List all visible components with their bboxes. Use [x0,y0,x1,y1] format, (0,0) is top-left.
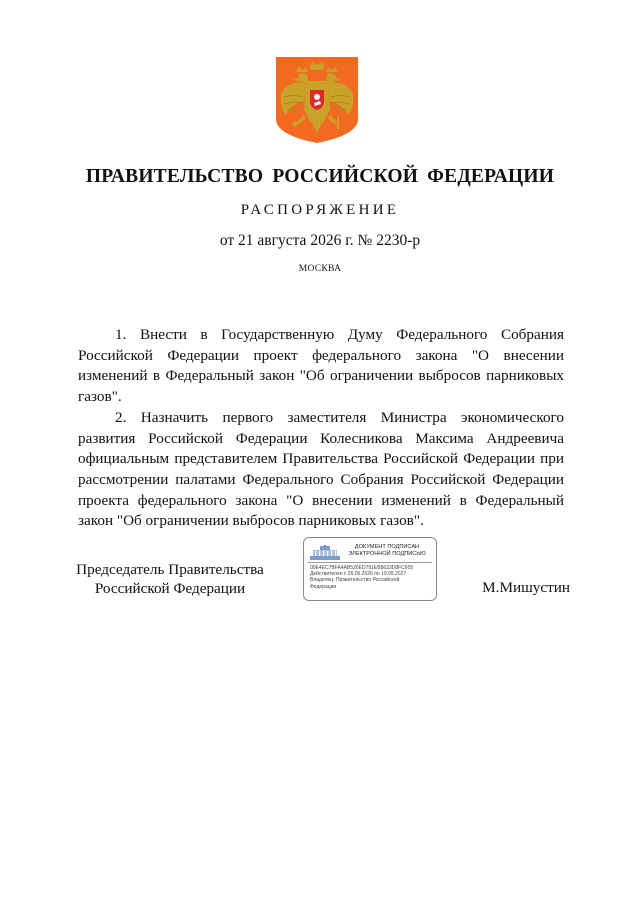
city-label: МОСКВА [298,264,342,274]
signer-name: М.Мишустин [482,579,570,596]
signer-position [60,561,280,598]
government-title: ПРАВИТЕЛЬСТВО РОССИЙСКОЙ ФЕДЕРАЦИИ [85,166,555,187]
order-body [78,325,564,532]
coat-of-arms-icon [276,57,358,143]
signer-position-line-2: Российской Федерации [94,579,246,597]
stamp-header-line-1: ДОКУМЕНТ ПОДПИСАН [354,544,420,550]
stamp-header-line-2: ЭЛЕКТРОННОЙ ПОДПИСЬЮ [348,550,426,557]
signer-position-line-1: Председатель Правительства [76,561,264,578]
document-date-number: от 21 августа 2026 г. № 2230-р [219,232,421,249]
order-paragraph-1: 1. Внести в Государственную Думу Федерального Собрания Российской Федерации проект федерального закона "О внесении изменений в Федеральный закон "Об ограничении выбросов парниковых газов". [78,326,564,406]
stamp-divider [308,562,432,563]
document-type: РАСПОРЯЖЕНИЕ [240,202,400,218]
stamp-header [342,544,432,557]
stamp-owner-line-2: Федерации [310,583,337,590]
stamp-validity: Действителен с 26.06.2026 по 19.09.2027 [310,571,407,578]
electronic-signature-stamp [303,537,437,601]
government-building-icon [310,545,340,560]
stamp-details [310,565,434,590]
order-paragraph-2: 2. Назначить первого заместителя Министра экономического развития Российской Федерации Колесникова Максима Андреевича официальным представителем Правительства Российской Федерации при рассмотрении палатами Федерального Собрания Российской Федерации проекта федерального закона "О внесении изменений в Федеральный закон "Об ограничении выбросов парниковых газов". [78,408,564,530]
stamp-owner-line-1: Владелец: Правительство Российской [310,577,400,584]
stamp-certificate: 00E4EC7BFA4AB526ED791EB8633D8FC605 [310,565,414,571]
